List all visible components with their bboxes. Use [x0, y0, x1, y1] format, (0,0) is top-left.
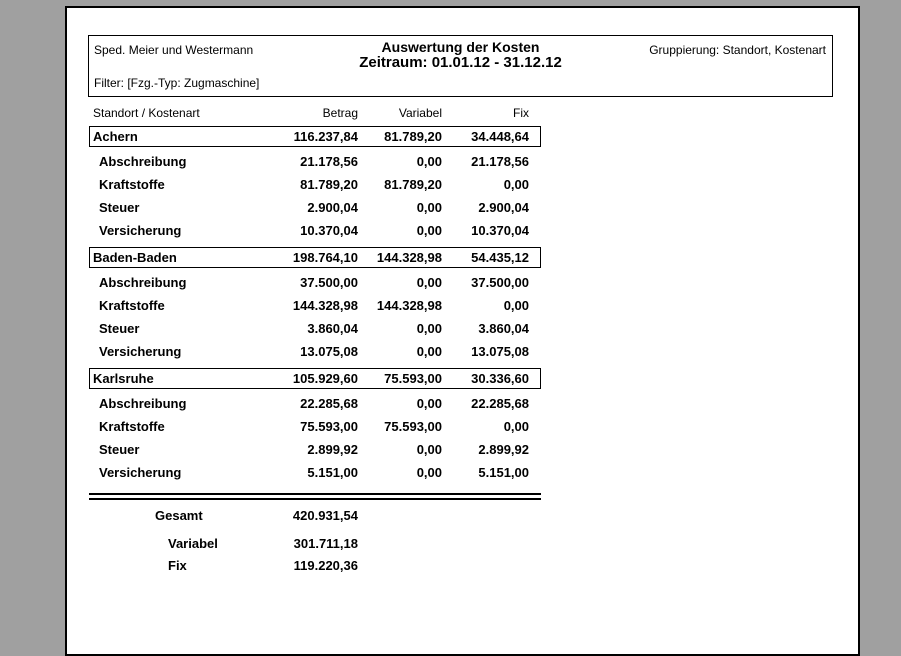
- column-header-variabel: Variabel: [398, 105, 442, 120]
- row-name-cell: Kraftstoffe: [99, 419, 165, 434]
- row-betrag-cell: 13.075,08: [300, 344, 358, 359]
- cost-table: [89, 102, 541, 576]
- group-variabel-cell: 144.328,98: [376, 250, 442, 265]
- row-variabel-cell: 144.328,98: [376, 298, 442, 313]
- table-row: [89, 271, 541, 294]
- table-row: [89, 294, 541, 317]
- row-name-cell: Abschreibung: [99, 275, 187, 290]
- row-fix-cell: 22.285,68: [471, 396, 529, 411]
- filter-label: Filter: [Fzg.-Typ: Zugmaschine]: [94, 76, 260, 90]
- group-header-row: [89, 368, 541, 389]
- group-variabel-cell: 75.593,00: [384, 371, 442, 386]
- group-header-row: [89, 247, 541, 268]
- summary-value: 301.711,18: [293, 535, 358, 551]
- row-name-cell: Abschreibung: [99, 396, 187, 411]
- summary-row-fix: [89, 554, 541, 576]
- report-header: [88, 35, 833, 97]
- group-rows: [89, 150, 541, 242]
- group-betrag-cell: 105.929,60: [292, 371, 358, 386]
- row-name-cell: Steuer: [99, 442, 140, 457]
- row-fix-cell: 3.860,04: [478, 321, 529, 336]
- table-row: [89, 219, 541, 242]
- row-fix-cell: 10.370,04: [471, 223, 529, 238]
- table-body: [89, 126, 541, 484]
- summary-label: Gesamt: [155, 507, 203, 523]
- row-name-cell: Versicherung: [99, 223, 182, 238]
- summary-label: Fix: [168, 557, 187, 573]
- group-rows: [89, 271, 541, 363]
- report-title: Auswertung der Kosten: [381, 39, 540, 55]
- row-variabel-cell: 0,00: [416, 442, 442, 457]
- summary-label: Variabel: [168, 535, 218, 551]
- group-name-cell: Baden-Baden: [93, 250, 177, 265]
- grouping-label: Gruppierung: Standort, Kostenart: [649, 43, 826, 57]
- row-fix-cell: 0,00: [503, 298, 529, 313]
- row-variabel-cell: 0,00: [416, 154, 442, 169]
- row-name-cell: Abschreibung: [99, 154, 187, 169]
- row-betrag-cell: 2.899,92: [307, 442, 358, 457]
- row-betrag-cell: 3.860,04: [307, 321, 358, 336]
- row-name-cell: Kraftstoffe: [99, 298, 165, 313]
- row-variabel-cell: 0,00: [416, 465, 442, 480]
- group-name-cell: Karlsruhe: [93, 371, 154, 386]
- row-betrag-cell: 10.370,04: [300, 223, 358, 238]
- row-variabel-cell: 0,00: [416, 275, 442, 290]
- table-row: [89, 150, 541, 173]
- row-name-cell: Kraftstoffe: [99, 177, 165, 192]
- group-betrag-cell: 198.764,10: [292, 250, 358, 265]
- row-variabel-cell: 0,00: [416, 344, 442, 359]
- row-variabel-cell: 0,00: [416, 200, 442, 215]
- table-row: [89, 340, 541, 363]
- table-row: [89, 173, 541, 196]
- row-fix-cell: 5.151,00: [478, 465, 529, 480]
- column-header-betrag: Betrag: [322, 105, 358, 120]
- table-row: [89, 196, 541, 219]
- row-fix-cell: 37.500,00: [471, 275, 529, 290]
- group-header-row: [89, 126, 541, 147]
- table-row: [89, 317, 541, 340]
- row-variabel-cell: 81.789,20: [384, 177, 442, 192]
- row-betrag-cell: 144.328,98: [292, 298, 358, 313]
- table-row: [89, 461, 541, 484]
- row-betrag-cell: 22.285,68: [300, 396, 358, 411]
- row-name-cell: Versicherung: [99, 344, 182, 359]
- summary-block: [89, 504, 541, 576]
- column-header-row: [89, 102, 541, 123]
- row-variabel-cell: 0,00: [416, 223, 442, 238]
- group-betrag-cell: 116.237,84: [293, 129, 358, 144]
- report-page: [65, 6, 860, 656]
- row-name-cell: Steuer: [99, 321, 140, 336]
- row-betrag-cell: 37.500,00: [300, 275, 358, 290]
- summary-value: 119.220,36: [293, 557, 358, 573]
- row-fix-cell: 2.899,92: [478, 442, 529, 457]
- summary-value: 420.931,54: [292, 507, 358, 523]
- group-variabel-cell: 81.789,20: [384, 129, 442, 144]
- table-row: [89, 415, 541, 438]
- row-betrag-cell: 81.789,20: [300, 177, 358, 192]
- row-betrag-cell: 21.178,56: [300, 154, 358, 169]
- group-fix-cell: 34.448,64: [471, 129, 529, 144]
- summary-row-gesamt: [89, 504, 541, 526]
- row-fix-cell: 2.900,04: [478, 200, 529, 215]
- row-betrag-cell: 2.900,04: [307, 200, 358, 215]
- row-name-cell: Versicherung: [99, 465, 182, 480]
- row-variabel-cell: 0,00: [416, 396, 442, 411]
- column-header-fix: Fix: [513, 105, 529, 120]
- row-fix-cell: 21.178,56: [471, 154, 529, 169]
- row-name-cell: Steuer: [99, 200, 140, 215]
- row-variabel-cell: 0,00: [416, 321, 442, 336]
- table-row: [89, 392, 541, 415]
- company-name: Sped. Meier und Westermann: [94, 43, 254, 57]
- row-betrag-cell: 75.593,00: [300, 419, 358, 434]
- group-name-cell: Achern: [93, 129, 138, 144]
- summary-divider: [89, 493, 541, 500]
- row-betrag-cell: 5.151,00: [307, 465, 358, 480]
- group-rows: [89, 392, 541, 484]
- row-variabel-cell: 75.593,00: [384, 419, 442, 434]
- row-fix-cell: 13.075,08: [471, 344, 529, 359]
- summary-row-variabel: [89, 532, 541, 554]
- report-period: Zeitraum: 01.01.12 - 31.12.12: [359, 54, 562, 71]
- column-header-standort-kostenart: Standort / Kostenart: [93, 105, 200, 120]
- row-fix-cell: 0,00: [503, 419, 529, 434]
- group-fix-cell: 30.336,60: [471, 371, 529, 386]
- group-fix-cell: 54.435,12: [471, 250, 529, 265]
- table-row: [89, 438, 541, 461]
- row-fix-cell: 0,00: [503, 177, 529, 192]
